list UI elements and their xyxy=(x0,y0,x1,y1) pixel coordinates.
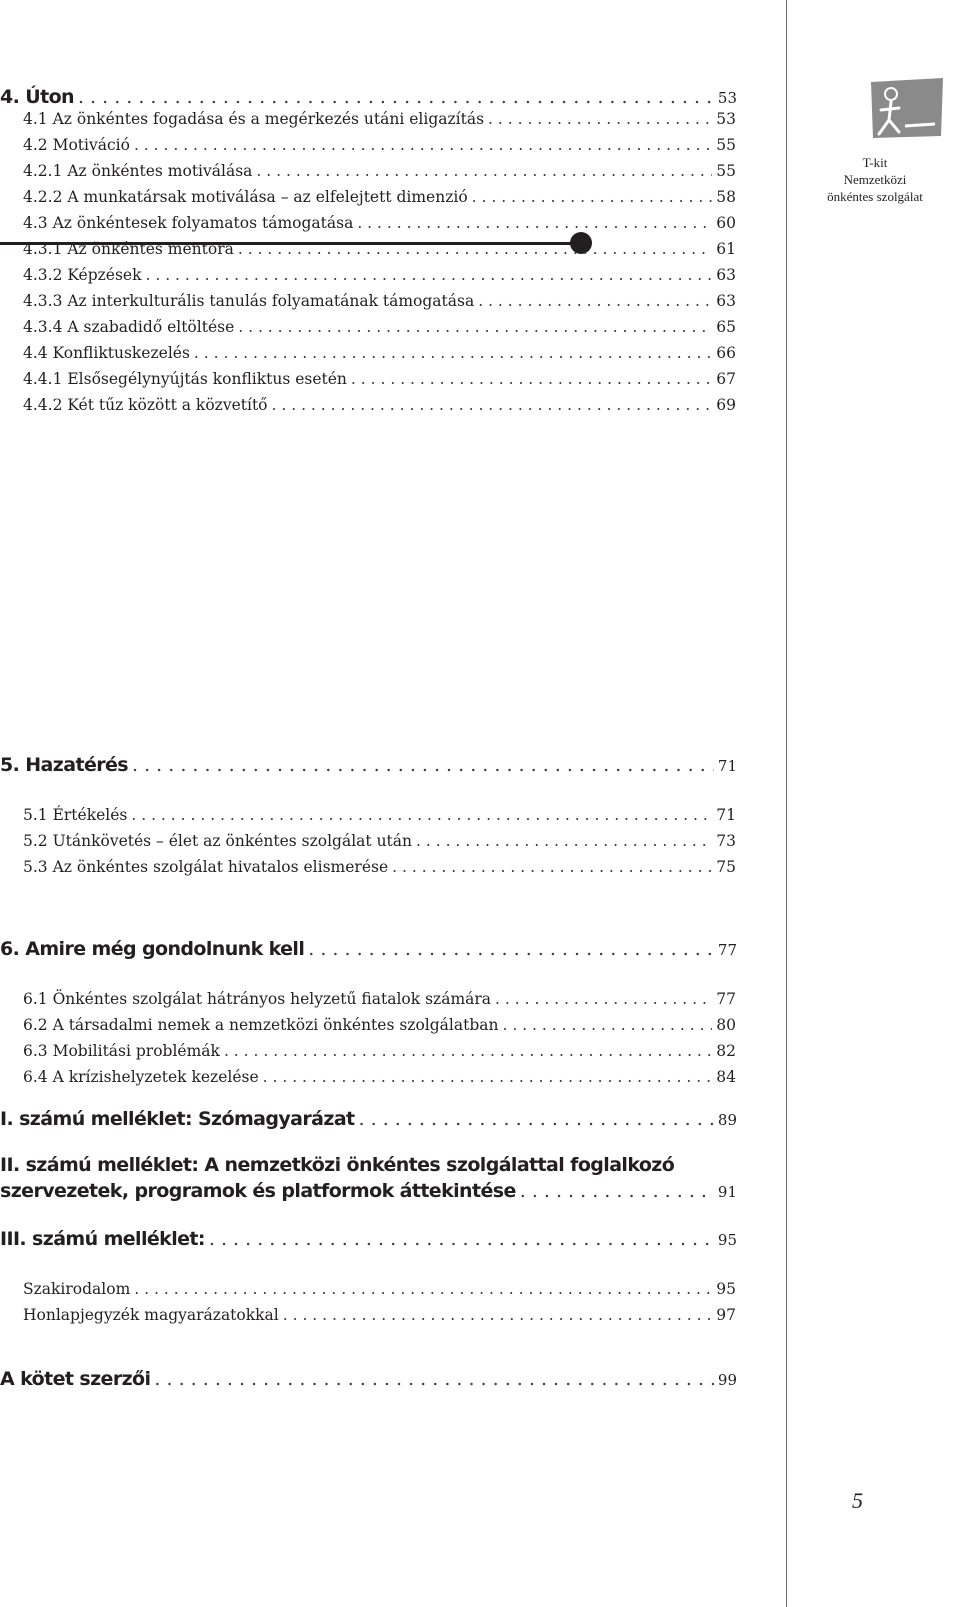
toc-entry[interactable]: 6.3 Mobilitási problémák . . . 82 xyxy=(23,1042,736,1064)
series-line: önkéntes szolgálat xyxy=(827,189,923,204)
page-number: 5 xyxy=(852,1488,863,1513)
toc-entry[interactable]: Szakirodalom . . . 95 xyxy=(23,1280,736,1302)
toc-entry[interactable]: 4.3.1 Az önkéntes mentora . . . 61 xyxy=(23,240,736,262)
toc-entry[interactable]: 6.2 A társadalmi nemek a nemzetközi önkéntes szolgálatban . . . 80 xyxy=(23,1016,736,1038)
toc-annex-1[interactable]: I. számú melléklet: Szómagyarázat . . . 89 xyxy=(0,1108,737,1130)
dot-leader xyxy=(495,990,712,1008)
dot-leader xyxy=(134,1280,712,1298)
dot-leader xyxy=(392,858,712,876)
toc-annex-2[interactable]: szervezetek, programok és platformok áttekintése . . . 91 xyxy=(0,1180,737,1202)
toc-entry[interactable]: 4.4.1 Elsősegélynyújtás konfliktus esetén . . . 67 xyxy=(23,370,736,392)
toc-chapter-5[interactable]: 5. Hazatérés . . . 71 xyxy=(0,754,737,776)
dot-leader xyxy=(488,110,712,128)
dot-leader xyxy=(359,1108,714,1130)
dot-leader xyxy=(256,162,712,180)
toc-entry[interactable]: 6.4 A krízishelyzetek kezelése . . . 84 xyxy=(23,1068,736,1090)
toc-entry[interactable]: 4.3 Az önkéntesek folyamatos támogatása . . . 60 xyxy=(23,214,736,236)
series-line: Nemzetközi xyxy=(843,172,907,187)
toc-entry[interactable]: 6.1 Önkéntes szolgálat hátrányos helyzetű fiatalok számára . . . 77 xyxy=(23,990,736,1012)
toc-entry[interactable]: 5.1 Értékelés . . . 71 xyxy=(23,806,736,828)
toc-entry[interactable]: 4.1 Az önkéntes fogadása és a megérkezés utáni eligazítás . . . 53 xyxy=(23,110,736,132)
series-title xyxy=(790,154,960,205)
toc-entry[interactable]: 4.4.2 Két tűz között a közvetítő . . . 69 xyxy=(23,396,736,418)
toc-chapter-6[interactable]: 6. Amire még gondolnunk kell . . . 77 xyxy=(0,938,737,960)
dot-leader xyxy=(478,292,712,310)
dot-leader xyxy=(351,370,712,388)
series-line: T-kit xyxy=(862,155,888,170)
dot-leader xyxy=(78,86,714,108)
dot-leader xyxy=(263,1068,713,1086)
toc-entry[interactable]: 5.2 Utánkövetés – élet az önkéntes szolgálat után . . . 73 xyxy=(23,832,736,854)
toc-authors[interactable]: A kötet szerzői . . . 99 xyxy=(0,1368,737,1390)
toc-entry[interactable]: 4.3.3 Az interkulturális tanulás folyamatának támogatása . . . 63 xyxy=(23,292,736,314)
t-kit-logo-icon xyxy=(869,78,945,142)
toc-entry[interactable]: 4.2.2 A munkatársak motiválása – az elfelejtett dimenzió . . . 58 xyxy=(23,188,736,210)
toc-annex-3[interactable]: III. számú melléklet: . . . 95 xyxy=(0,1228,737,1250)
toc-entry[interactable]: Honlapjegyzék magyarázatokkal . . . 97 xyxy=(23,1306,736,1328)
dot-leader xyxy=(134,136,712,154)
dot-leader xyxy=(502,1016,712,1034)
dot-leader xyxy=(416,832,712,850)
dot-leader xyxy=(132,754,714,776)
toc-entry[interactable]: 4.2.1 Az önkéntes motiválása . . . 55 xyxy=(23,162,736,184)
dot-leader xyxy=(472,188,713,206)
dot-leader xyxy=(238,318,712,336)
dot-leader xyxy=(131,806,712,824)
margin-rule xyxy=(786,0,787,1607)
dot-leader xyxy=(209,1228,714,1250)
toc-entry[interactable]: 4.3.4 A szabadidő eltöltése . . . 65 xyxy=(23,318,736,340)
dot-leader xyxy=(145,266,712,284)
toc-chapter-4[interactable]: 4. Úton . . . 53 xyxy=(0,86,737,108)
dot-leader xyxy=(357,214,712,232)
toc-entry[interactable]: 4.2 Motiváció . . . 55 xyxy=(23,136,736,158)
toc-annex-2-line1[interactable]: II. számú melléklet: A nemzetközi önkéntes szolgálattal foglalkozó xyxy=(0,1154,675,1176)
dot-leader xyxy=(308,938,714,960)
dot-leader xyxy=(154,1368,713,1390)
toc-entry[interactable]: 4.4 Konfliktuskezelés . . . 66 xyxy=(23,344,736,366)
dot-leader xyxy=(272,396,713,414)
dot-leader xyxy=(194,344,712,362)
toc-entry[interactable]: 5.3 Az önkéntes szolgálat hivatalos elismerése . . . 75 xyxy=(23,858,736,880)
toc-entry[interactable]: 4.3.2 Képzések . . . 63 xyxy=(23,266,736,288)
dot-leader xyxy=(238,240,712,258)
dot-leader xyxy=(520,1180,714,1202)
dot-leader xyxy=(224,1042,712,1060)
dot-leader xyxy=(283,1306,713,1324)
